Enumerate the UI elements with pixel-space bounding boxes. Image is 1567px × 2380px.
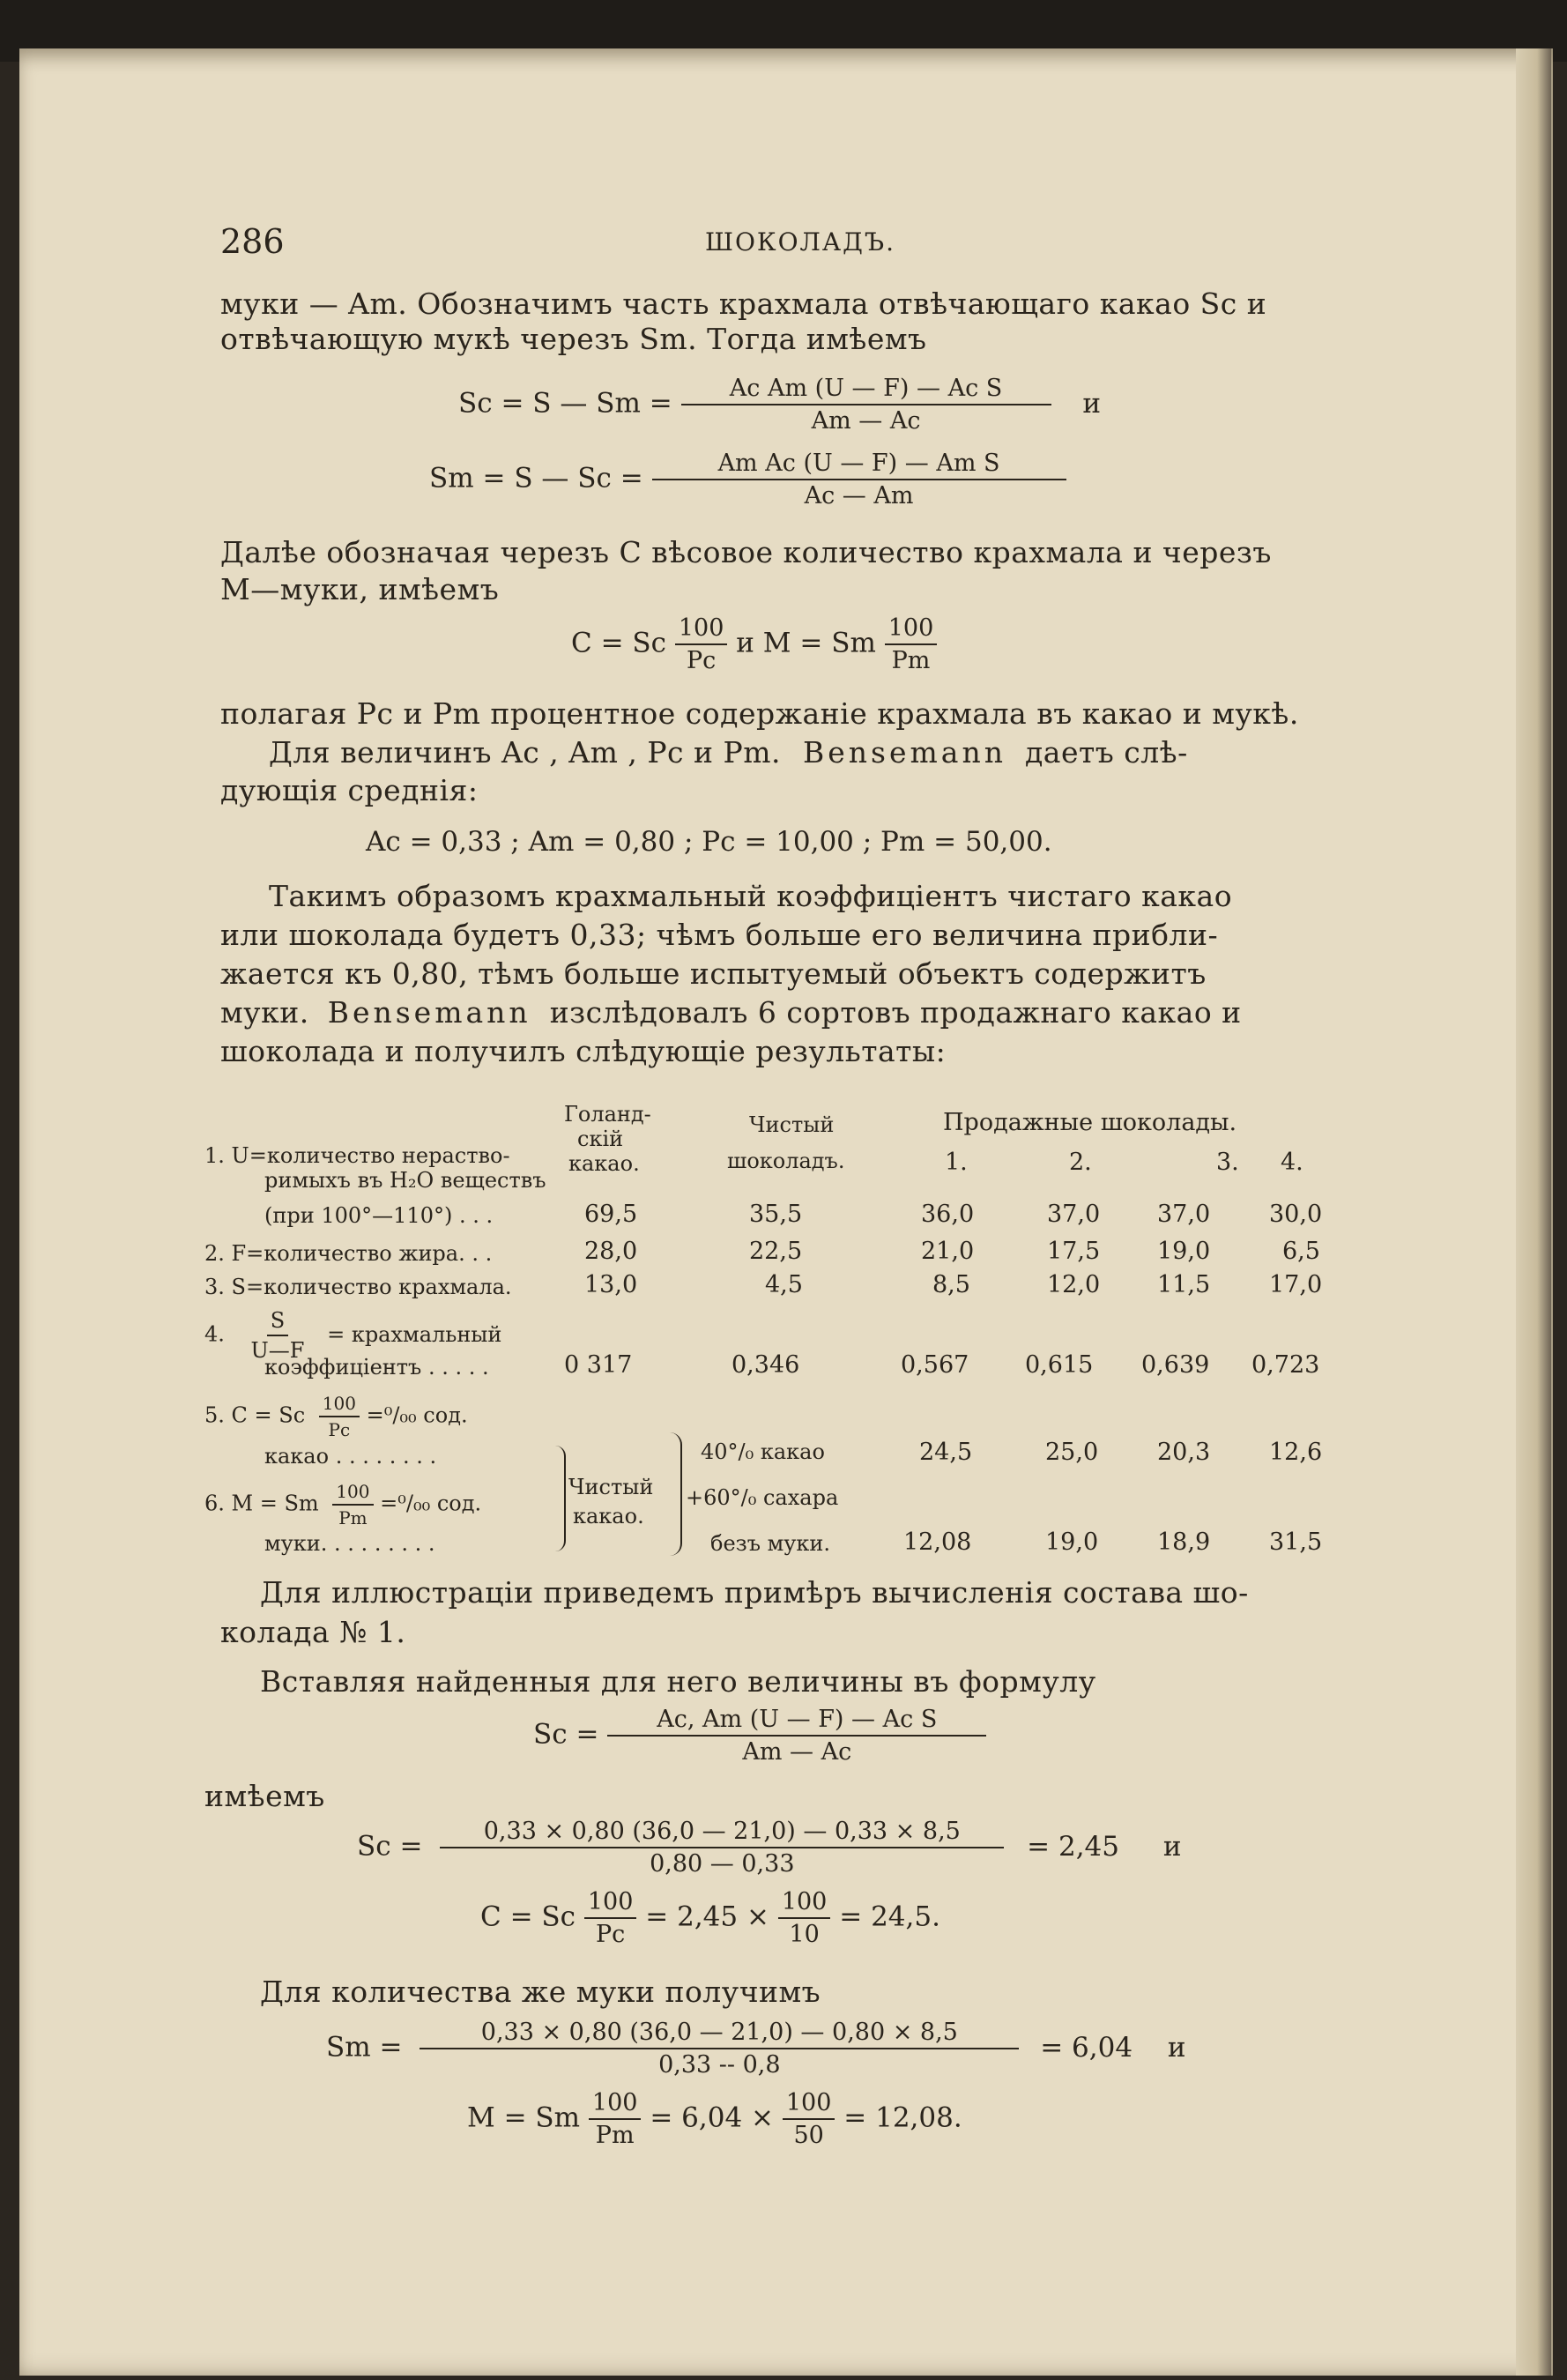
eq-lhs: Sc = — [533, 1718, 599, 1751]
col-head-n: 4. — [1281, 1149, 1303, 1176]
text-line: Для количества же муки получимъ — [260, 1975, 821, 2009]
mix-label: Чистый — [568, 1475, 654, 1499]
table-cell: 21,0 — [921, 1238, 975, 1265]
row-label — [204, 1393, 468, 1440]
fraction-numerator: 100 — [319, 1393, 360, 1417]
table-cell: 25,0 — [1045, 1439, 1099, 1466]
eq-numerator: Am Ac (U — F) — Am S — [652, 450, 1066, 480]
eq-numerator: 100 — [584, 1888, 637, 1919]
equation — [480, 1888, 940, 1948]
table-cell: 69,5 — [584, 1201, 638, 1228]
equation — [467, 2089, 962, 2149]
table-cell: 22,5 — [749, 1238, 803, 1265]
row-label: муки. . . . . . . . . — [264, 1531, 435, 1556]
mix-component: +60°/₀ сахара — [686, 1485, 839, 1510]
eq-denominator: Pc — [596, 1921, 626, 1948]
table-cell: 17,5 — [1047, 1238, 1101, 1265]
equation — [326, 2019, 1186, 2079]
eq-part: = 24,5. — [839, 1900, 940, 1933]
equation — [458, 375, 1101, 435]
table-cell: 0,615 — [1025, 1351, 1094, 1379]
equation — [357, 1818, 1182, 1878]
mix-component: безъ муки. — [710, 1531, 831, 1556]
table-cell: 18,9 — [1157, 1528, 1211, 1556]
text-line: Вставляя найденныя для него величины въ формулу — [260, 1664, 1096, 1699]
col-head-pure: шоколадъ. — [727, 1149, 845, 1173]
eq-numerator: 100 — [885, 614, 938, 645]
row-label-text: = крахмальный — [327, 1321, 502, 1347]
text-line: шоколада и получилъ слѣдующіе результаты: — [220, 1034, 947, 1068]
table-cell: 11,5 — [1157, 1271, 1211, 1298]
col-head-holland: какао. — [568, 1151, 640, 1176]
table-cell: 0,346 — [732, 1351, 800, 1379]
fraction-numerator: 100 — [332, 1481, 373, 1506]
eq-lhs: Sm = S — Sc = — [429, 462, 643, 495]
eq-result: = 2,45 — [1027, 1830, 1120, 1863]
table-cell: 31,5 — [1269, 1528, 1323, 1556]
eq-part: и M = Sm — [736, 627, 876, 659]
row-label-text: 6. M = Sm — [204, 1491, 319, 1516]
eq-numerator: Ac, Am (U — F) — Ac S — [607, 1706, 986, 1737]
text-line: колада № 1. — [220, 1615, 406, 1649]
table-cell: 37,0 — [1047, 1201, 1101, 1228]
table-cell: 0 317 — [564, 1351, 633, 1379]
eq-denominator: 0,33 -- 0,8 — [658, 2051, 781, 2079]
fraction-numerator: S — [267, 1308, 288, 1336]
row-label-text: =⁰/₀₀ сод. — [380, 1491, 482, 1516]
eq-part: M = Sm — [467, 2101, 581, 2134]
row-label — [204, 1481, 481, 1528]
table-cell: 36,0 — [921, 1201, 975, 1228]
fraction-denominator: Pc — [328, 1419, 351, 1440]
equation — [533, 1706, 986, 1766]
table-cell: 28,0 — [584, 1238, 638, 1265]
equation: Ac = 0,33 ; Am = 0,80 ; Pc = 10,00 ; Pm = 50,00. — [366, 826, 1052, 858]
table-cell: 17,0 — [1269, 1271, 1323, 1298]
page-edge-shadow — [1516, 48, 1551, 2376]
row-label: 3. S=количество крахмала. — [204, 1275, 512, 1299]
table-cell: 12,08 — [903, 1528, 972, 1556]
text-span: изслѣдовалъ 6 сортовъ продажнаго какао и — [549, 995, 1242, 1030]
table-cell: 4,5 — [765, 1271, 803, 1298]
eq-denominator: Am — Ac — [742, 1738, 852, 1766]
eq-tail: и — [1082, 387, 1102, 420]
row-label-text: 5. C = Sc — [204, 1402, 306, 1428]
eq-result: = 6,04 — [1040, 2031, 1133, 2064]
text-line: Для иллюстраціи приведемъ примѣръ вычисленія состава шо- — [260, 1575, 1249, 1610]
text-span: муки. — [220, 995, 309, 1030]
text-line: или шоколада будетъ 0,33; чѣмъ больше его величина прибли- — [220, 918, 1219, 952]
author-name: Bensemann — [802, 735, 1006, 770]
eq-part: C = Sc — [571, 627, 667, 659]
text-span: даетъ слѣ- — [1024, 735, 1188, 770]
row-label-text: =⁰/₀₀ сод. — [366, 1402, 468, 1428]
eq-denominator: 10 — [789, 1921, 820, 1948]
row-number: 4. — [204, 1321, 225, 1347]
row-label: римыхъ въ H₂O веществъ — [264, 1168, 546, 1193]
col-head-n: 3. — [1216, 1149, 1239, 1176]
text-line: Далѣе обозначая черезъ C вѣсовое количество крахмала и черезъ — [220, 535, 1272, 569]
text-line: Такимъ образомъ крахмальный коэффиціентъ чистаго какао — [269, 879, 1233, 913]
table-cell: 0,639 — [1141, 1351, 1210, 1379]
text-line: отвѣчающую мукѣ черезъ Sm. Тогда имѣемъ — [220, 322, 927, 356]
row-label: 1. U=количество нераство- — [204, 1143, 510, 1168]
equation — [571, 614, 937, 674]
table-cell: 12,0 — [1047, 1271, 1101, 1298]
table-cell: 0,723 — [1251, 1351, 1320, 1379]
text-line: имѣемъ — [204, 1779, 325, 1813]
table-cell: 37,0 — [1157, 1201, 1211, 1228]
eq-denominator: Pc — [687, 647, 717, 674]
eq-tail: и — [1167, 2031, 1186, 2064]
fraction-denominator: U—F — [250, 1338, 305, 1363]
equation — [429, 450, 1066, 509]
table-cell: 12,6 — [1269, 1439, 1323, 1466]
author-name: Bensemann — [327, 995, 531, 1030]
eq-part: = 6,04 × — [650, 2101, 775, 2134]
eq-denominator: Am — Ac — [811, 407, 921, 435]
table-cell: 6,5 — [1282, 1238, 1320, 1265]
row-label: 2. F=количество жира. . . — [204, 1241, 493, 1266]
eq-part: C = Sc — [480, 1900, 576, 1933]
col-head-holland: скій — [577, 1127, 624, 1151]
col-head-pure: Чистый — [749, 1112, 835, 1137]
right-brace — [670, 1432, 682, 1556]
eq-numerator: 0,33 × 0,80 (36,0 — 21,0) — 0,33 × 8,5 — [440, 1818, 1004, 1848]
col-head-group: Продажные шоколады. — [943, 1109, 1237, 1136]
row-label: (при 100°—110°) . . . — [264, 1203, 494, 1228]
eq-numerator: 100 — [783, 2089, 835, 2120]
mix-component: 40°/₀ какао — [701, 1439, 825, 1464]
eq-numerator: 100 — [675, 614, 728, 645]
table-cell: 8,5 — [932, 1271, 970, 1298]
text-line: полагая Pc и Pm процентное содержаніе крахмала въ какао и мукѣ. — [220, 696, 1299, 731]
eq-denominator: 0,80 — 0,33 — [650, 1850, 795, 1878]
table-cell: 19,0 — [1045, 1528, 1099, 1556]
text-span: Для величинъ Ac , Am , Pc и Pm. — [269, 735, 781, 770]
text-line: жается къ 0,80, тѣмъ больше испытуемый объектъ содержитъ — [220, 956, 1207, 991]
eq-lhs: Sm = — [326, 2031, 403, 2064]
row-label: какао . . . . . . . . — [264, 1444, 437, 1469]
right-brace — [555, 1446, 566, 1551]
mix-label: какао. — [573, 1504, 644, 1528]
eq-numerator: Ac Am (U — F) — Ac S — [681, 375, 1051, 405]
text-line — [220, 995, 1242, 1030]
running-head: ШОКОЛАДЪ. — [705, 227, 896, 257]
table-cell: 30,0 — [1269, 1201, 1323, 1228]
col-head-holland: Голанд- — [564, 1102, 651, 1127]
text-line: муки — Am. Обозначимъ часть крахмала отвѣчающаго какао Sc и — [220, 286, 1267, 321]
table-cell: 24,5 — [919, 1439, 973, 1466]
row-label: коэффиціентъ . . . . . — [264, 1355, 489, 1380]
table-cell: 20,3 — [1157, 1439, 1211, 1466]
eq-numerator: 100 — [778, 1888, 831, 1919]
text-line — [269, 735, 1188, 770]
eq-lhs: Sc = — [357, 1830, 423, 1863]
eq-tail: и — [1162, 1830, 1182, 1863]
eq-part: = 2,45 × — [645, 1900, 769, 1933]
table-cell: 19,0 — [1157, 1238, 1211, 1265]
page-number: 286 — [220, 222, 285, 261]
text-line: M—муки, имѣемъ — [220, 572, 500, 606]
eq-numerator: 0,33 × 0,80 (36,0 — 21,0) — 0,80 × 8,5 — [420, 2019, 1019, 2049]
eq-numerator: 100 — [589, 2089, 642, 2120]
table-cell: 13,0 — [584, 1271, 638, 1298]
eq-lhs: Sc = S — Sm = — [458, 387, 672, 420]
col-head-n: 2. — [1069, 1149, 1092, 1176]
table-cell: 35,5 — [749, 1201, 803, 1228]
fraction-denominator: Pm — [338, 1507, 368, 1528]
eq-denominator: Pm — [595, 2122, 635, 2149]
eq-part: = 12,08. — [843, 2101, 962, 2134]
eq-denominator: Ac — Am — [804, 482, 914, 509]
eq-denominator: Pm — [891, 647, 931, 674]
col-head-n: 1. — [945, 1149, 968, 1176]
table-cell: 0,567 — [901, 1351, 969, 1379]
text-line: дующія среднія: — [220, 773, 479, 807]
eq-denominator: 50 — [793, 2122, 824, 2149]
